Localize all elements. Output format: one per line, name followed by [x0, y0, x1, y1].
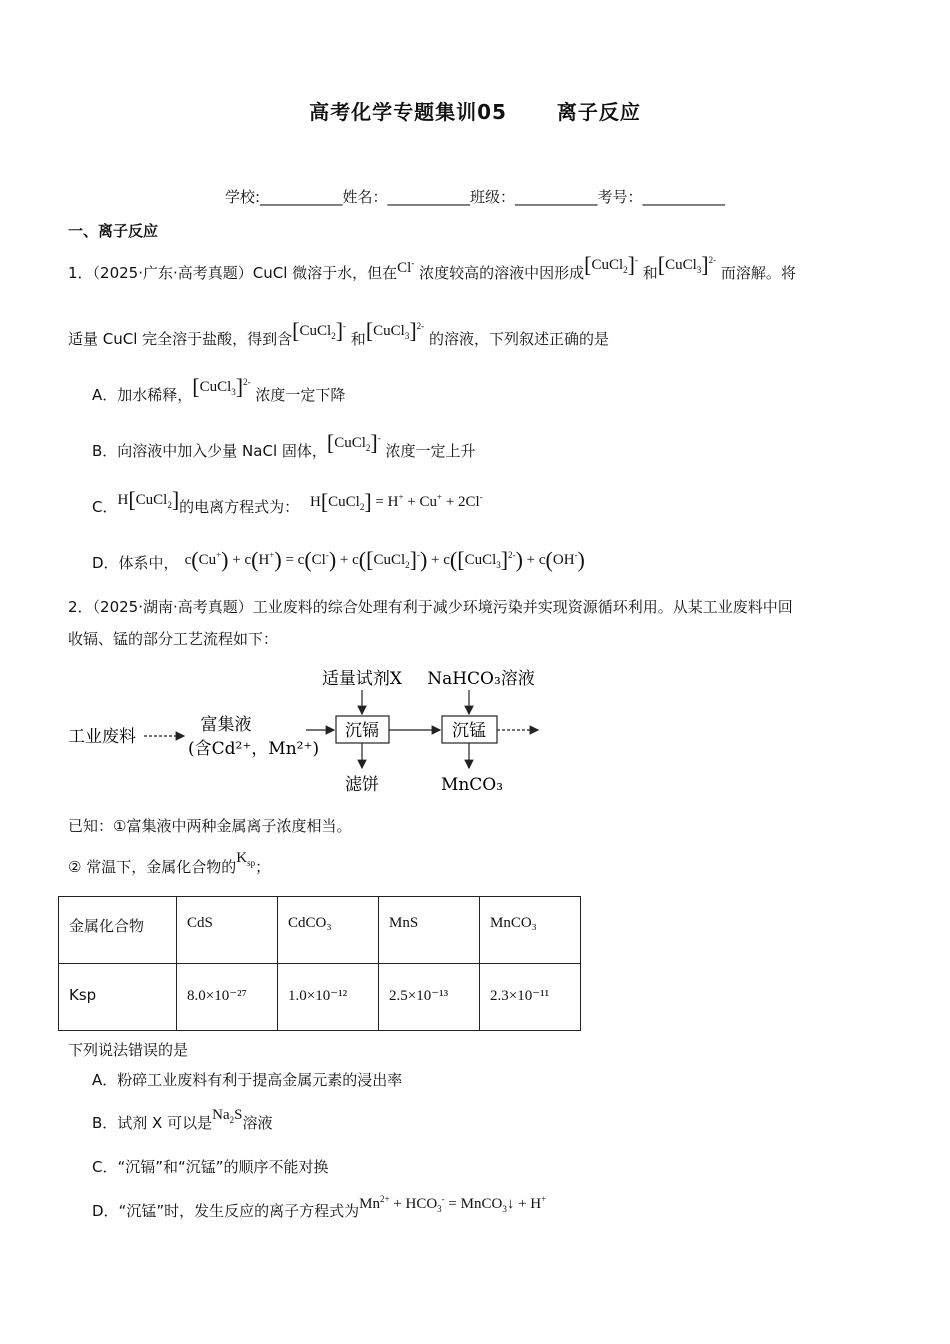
page-title: 高考化学专题集训05 离子反应 [309, 100, 641, 124]
flow-nahco3: NaHCO₃溶液 [427, 669, 535, 689]
process-flow-diagram [60, 660, 580, 805]
table-row-label: Ksp [59, 964, 177, 1031]
flow-rich-content: (含Cd²⁺，Mn²⁺) [188, 739, 320, 759]
q2-source: （2025·湖南·高考真题） [92, 598, 253, 616]
flow-mnco3: MnCO₃ [440, 775, 504, 795]
student-info-line: 学校:___________姓名：___________班级：___________考号：___________ [224, 188, 726, 206]
flow-rich-liquid: 富集液 [200, 715, 252, 735]
q2-line2: 收镉、锰的部分工艺流程如下： [68, 630, 279, 648]
q1-option-d: D．体系中， c(Cu+) + c(H+) = c(Cl-) + c([CuCl$_2$]-) + c([CuCl$_3$]$^{2-}$) + c(OH-) [92, 547, 585, 572]
table-row [59, 964, 581, 1031]
table-header-cell: CdCO₃ [278, 897, 379, 964]
q2-option-b: B．试剂 X 可以是$Na_2S$溶液 [92, 1107, 273, 1132]
q2-prompt: 下列说法错误的是 [68, 1041, 189, 1059]
section-heading: 一、离子反应 [68, 222, 159, 240]
q1-option-a: A．加水稀释，[CuCl$_3$]$^{2-}$ 浓度一定下降 [92, 374, 346, 404]
q2-number: 2． [68, 598, 93, 616]
flow-box-mn-label: 沉锰 [452, 721, 486, 741]
flow-start-label: 工业废料 [68, 727, 136, 747]
table-cell: 1.0×10⁻¹² [278, 964, 379, 1031]
q1-source: （2025·广东·高考真题） [92, 264, 253, 282]
q2-known-1: 已知：①富集液中两种金属离子浓度相当。 [68, 817, 352, 835]
table-cell: 2.3×10⁻¹¹ [480, 964, 581, 1031]
table-header-cell: CdS [177, 897, 278, 964]
q1-number: 1． [68, 264, 93, 282]
table-cell: 2.5×10⁻¹³ [379, 964, 480, 1031]
q1-line1: 1．（2025·广东·高考真题）CuCl 微溶于水，但在Cl- 浓度较高的溶液中因形成[CuCl$_2$]- 和[CuCl$_3$]$^{2-}$ 而溶解。将 [68, 252, 796, 282]
table-header-cell: MnS [379, 897, 480, 964]
q2-option-d: D．“沉锰”时，发生反应的离子方程式为$Mn^{2+} + HCO_3^-$ = MnCO$_3$↓ + H+ [92, 1194, 547, 1220]
table-cell: 8.0×10⁻²⁷ [177, 964, 278, 1031]
q2-option-c: C．“沉镉”和“沉锰”的顺序不能对换 [92, 1158, 329, 1176]
q1-option-b: B．向溶液中加入少量 NaCl 固体，[CuCl$_2$]- 浓度一定上升 [92, 430, 476, 460]
q1-line2: 适量 CuCl 完全溶于盐酸，得到含[CuCl$_2$]- 和[CuCl$_3$]$^{2-}$ 的溶液，下列叙述正确的是 [68, 318, 609, 348]
table-header-cell: MnCO₃ [480, 897, 581, 964]
q2-option-a: A．粉碎工业废料有利于提高金属元素的浸出率 [92, 1071, 403, 1089]
table-header-row [59, 897, 581, 964]
q2-line1: 2．（2025·湖南·高考真题）工业废料的综合处理有利于减少环境污染并实现资源循环利用。从某工业废料中回 [68, 598, 793, 616]
q1-option-c: C．H[CuCl$_2$]的电离方程式为： H[CuCl$_2$] = H+ + Cu+ + 2Cl- [92, 487, 483, 516]
table-header-cell: 金属化合物 [59, 897, 177, 964]
flow-box-cd-label: 沉镉 [345, 721, 379, 741]
q2-known-2: ② 常温下，金属化合物的$K_{sp}$； [68, 850, 271, 876]
flow-filter-cake: 滤饼 [345, 775, 379, 795]
flow-reagent-x: 适量试剂X [321, 669, 403, 689]
ksp-table [58, 896, 581, 1031]
